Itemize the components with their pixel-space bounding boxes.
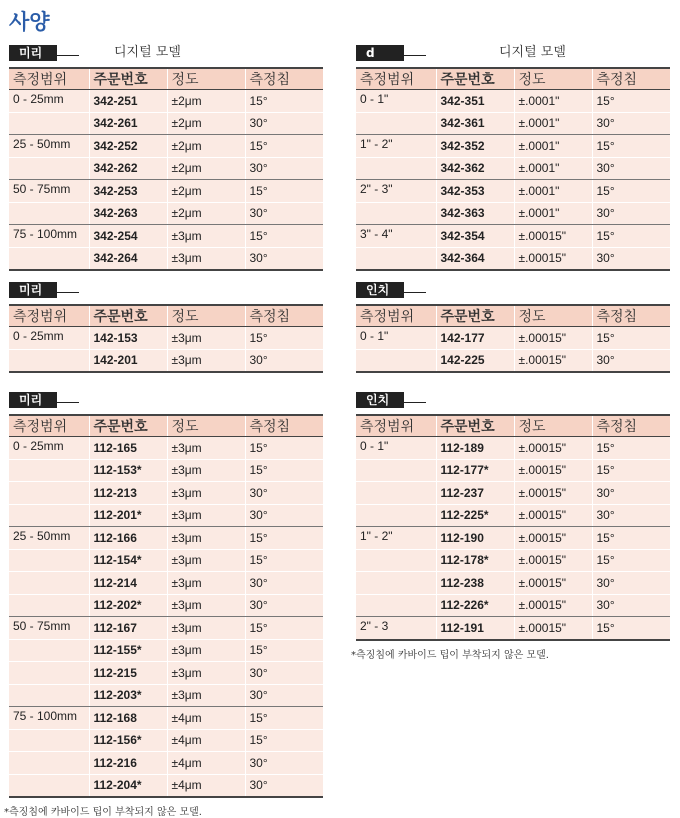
header-accuracy: 정도 — [514, 68, 592, 90]
range-cell — [356, 572, 436, 595]
table-row — [356, 527, 670, 550]
tip-angle-cell: 15° — [245, 437, 323, 460]
header-accuracy: 정도 — [514, 305, 592, 327]
tip-angle-cell: 15° — [592, 549, 670, 572]
header-row — [356, 68, 670, 90]
table-row — [9, 157, 323, 180]
accuracy-cell: ±3μm — [167, 527, 245, 550]
header-range: 측정범위 — [9, 415, 89, 437]
accuracy-cell: ±4μm — [167, 752, 245, 775]
accuracy-cell: ±.0001" — [514, 202, 592, 225]
table-row — [9, 90, 323, 113]
accuracy-cell: ±4μm — [167, 774, 245, 797]
spec-block — [4, 389, 323, 818]
order-number-cell: 342-263 — [89, 202, 167, 225]
order-number-cell: 112-155* — [89, 639, 167, 662]
accuracy-cell: ±2μm — [167, 180, 245, 203]
tip-angle-cell: 30° — [245, 112, 323, 135]
header-row — [356, 415, 670, 437]
table-row — [9, 707, 323, 730]
range-cell: 0 - 1" — [356, 327, 436, 350]
unit-tag: 미리 — [9, 45, 57, 61]
table-row — [9, 594, 323, 617]
accuracy-cell: ±3μm — [167, 572, 245, 595]
accuracy-cell: ±2μm — [167, 202, 245, 225]
tip-angle-cell: 15° — [245, 135, 323, 158]
order-number-cell: 112-153* — [89, 459, 167, 482]
tip-angle-cell: 15° — [592, 617, 670, 640]
tip-angle-cell: 30° — [592, 482, 670, 505]
accuracy-cell: ±.00015" — [514, 327, 592, 350]
table-row — [9, 247, 323, 270]
table-row — [9, 135, 323, 158]
header-order-number: 주문번호 — [89, 68, 167, 90]
unit-tag: 미리 — [9, 392, 57, 408]
accuracy-cell: ±.00015" — [514, 617, 592, 640]
accuracy-cell: ±.00015" — [514, 225, 592, 248]
range-cell: 2" - 3 — [356, 617, 436, 640]
accuracy-cell: ±3μm — [167, 684, 245, 707]
tip-angle-cell: 15° — [592, 437, 670, 460]
accuracy-cell: ±.0001" — [514, 157, 592, 180]
spec-table — [9, 414, 323, 798]
unit-tag: 인치 — [356, 282, 404, 298]
range-cell: 0 - 1" — [356, 437, 436, 460]
accuracy-cell: ±.00015" — [514, 482, 592, 505]
range-cell: 25 - 50mm — [9, 527, 89, 550]
tip-angle-cell: 15° — [245, 549, 323, 572]
tip-angle-cell: 15° — [592, 135, 670, 158]
table-row — [9, 459, 323, 482]
range-cell: 3" - 4" — [356, 225, 436, 248]
tip-angle-cell: 30° — [592, 504, 670, 527]
tip-angle-cell: 30° — [592, 349, 670, 372]
accuracy-cell: ±3μm — [167, 549, 245, 572]
header-order-number: 주문번호 — [89, 305, 167, 327]
order-number-cell: 112-177* — [436, 459, 514, 482]
spec-table — [356, 304, 670, 373]
tip-angle-cell: 15° — [245, 617, 323, 640]
spec-table — [356, 414, 670, 641]
table-row — [356, 549, 670, 572]
accuracy-cell: ±3μm — [167, 639, 245, 662]
range-cell: 2" - 3" — [356, 180, 436, 203]
order-number-cell: 112-204* — [89, 774, 167, 797]
range-cell: 0 - 1" — [356, 90, 436, 113]
tip-angle-cell: 15° — [592, 459, 670, 482]
table-row — [9, 549, 323, 572]
table-row — [356, 180, 670, 203]
range-cell — [9, 349, 89, 372]
unit-tag-underline — [404, 55, 426, 56]
header-order-number: 주문번호 — [436, 305, 514, 327]
accuracy-cell: ±3μm — [167, 662, 245, 685]
range-cell — [9, 504, 89, 527]
table-row — [356, 572, 670, 595]
order-number-cell: 342-262 — [89, 157, 167, 180]
spec-block — [351, 389, 670, 661]
range-cell: 1" - 2" — [356, 527, 436, 550]
range-cell — [9, 594, 89, 617]
table-row — [356, 437, 670, 460]
table-row — [9, 684, 323, 707]
accuracy-cell: ±3μm — [167, 247, 245, 270]
order-number-cell: 342-364 — [436, 247, 514, 270]
order-number-cell: 342-253 — [89, 180, 167, 203]
order-number-cell: 342-351 — [436, 90, 514, 113]
tip-angle-cell: 15° — [245, 327, 323, 350]
accuracy-cell: ±3μm — [167, 349, 245, 372]
order-number-cell: 342-361 — [436, 112, 514, 135]
table-row — [9, 662, 323, 685]
order-number-cell: 342-252 — [89, 135, 167, 158]
accuracy-cell: ±4μm — [167, 729, 245, 752]
tip-angle-cell: 30° — [592, 112, 670, 135]
header-accuracy: 정도 — [514, 415, 592, 437]
spec-table — [9, 67, 323, 271]
unit-tag: d — [356, 45, 404, 61]
range-cell — [9, 572, 89, 595]
accuracy-cell: ±2μm — [167, 157, 245, 180]
table-row — [356, 157, 670, 180]
accuracy-cell: ±3μm — [167, 482, 245, 505]
order-number-cell: 112-189 — [436, 437, 514, 460]
unit-tag-underline — [404, 402, 426, 403]
tip-angle-cell: 30° — [592, 157, 670, 180]
accuracy-cell: ±.00015" — [514, 437, 592, 460]
tip-angle-cell: 30° — [245, 202, 323, 225]
tip-angle-cell: 30° — [245, 247, 323, 270]
range-cell — [356, 594, 436, 617]
range-cell: 0 - 25mm — [9, 437, 89, 460]
order-number-cell: 112-190 — [436, 527, 514, 550]
accuracy-cell: ±3μm — [167, 327, 245, 350]
accuracy-cell: ±.00015" — [514, 572, 592, 595]
tip-angle-cell: 15° — [592, 90, 670, 113]
range-cell: 25 - 50mm — [9, 135, 89, 158]
table-row — [356, 349, 670, 372]
table-row — [356, 247, 670, 270]
header-accuracy: 정도 — [167, 68, 245, 90]
header-tip: 측정침 — [592, 305, 670, 327]
accuracy-cell: ±.0001" — [514, 90, 592, 113]
table-row — [9, 752, 323, 775]
order-number-cell: 142-177 — [436, 327, 514, 350]
table-row — [356, 594, 670, 617]
order-number-cell: 112-238 — [436, 572, 514, 595]
table-row — [356, 202, 670, 225]
table-row — [9, 180, 323, 203]
order-number-cell: 342-261 — [89, 112, 167, 135]
accuracy-cell: ±4μm — [167, 707, 245, 730]
range-cell — [9, 247, 89, 270]
tip-angle-cell: 30° — [592, 594, 670, 617]
range-cell — [9, 157, 89, 180]
header-accuracy: 정도 — [167, 305, 245, 327]
header-tip: 측정침 — [592, 415, 670, 437]
accuracy-cell: ±3μm — [167, 617, 245, 640]
table-row — [9, 639, 323, 662]
header-range: 측정범위 — [9, 305, 89, 327]
order-number-cell: 342-352 — [436, 135, 514, 158]
order-number-cell: 142-225 — [436, 349, 514, 372]
tip-angle-cell: 15° — [592, 527, 670, 550]
tip-angle-cell: 30° — [245, 774, 323, 797]
footnote: *측징침에 카바이드 팁이 부착되지 않은 모델. — [4, 807, 202, 818]
header-tip: 측정침 — [245, 415, 323, 437]
range-cell: 0 - 25mm — [9, 90, 89, 113]
range-cell: 50 - 75mm — [9, 180, 89, 203]
accuracy-cell: ±.00015" — [514, 349, 592, 372]
range-cell: 1" - 2" — [356, 135, 436, 158]
footnote: *측징침에 카바이드 팁이 부착되지 않은 모델. — [351, 649, 549, 661]
order-number-cell: 112-202* — [89, 594, 167, 617]
order-number-cell: 342-363 — [436, 202, 514, 225]
range-cell — [9, 112, 89, 135]
table-row — [9, 202, 323, 225]
spec-block — [9, 279, 323, 373]
spec-block — [356, 42, 670, 271]
tip-angle-cell: 15° — [245, 639, 323, 662]
page-title: 사양 — [9, 10, 50, 34]
order-number-cell: 112-226* — [436, 594, 514, 617]
tip-angle-cell: 30° — [592, 247, 670, 270]
order-number-cell: 112-166 — [89, 527, 167, 550]
unit-tag-underline — [57, 292, 79, 293]
header-tip: 측정침 — [245, 305, 323, 327]
tip-angle-cell: 30° — [245, 752, 323, 775]
tip-angle-cell: 15° — [245, 459, 323, 482]
order-number-cell: 342-353 — [436, 180, 514, 203]
table-row — [356, 482, 670, 505]
range-cell — [356, 157, 436, 180]
unit-tag: 미리 — [9, 282, 57, 298]
range-cell: 0 - 25mm — [9, 327, 89, 350]
header-row — [9, 415, 323, 437]
accuracy-cell: ±2μm — [167, 112, 245, 135]
table-row — [9, 225, 323, 248]
header-row — [356, 305, 670, 327]
range-cell — [356, 482, 436, 505]
order-number-cell: 112-191 — [436, 617, 514, 640]
range-cell: 75 - 100mm — [9, 225, 89, 248]
accuracy-cell: ±.0001" — [514, 135, 592, 158]
tip-angle-cell: 15° — [245, 707, 323, 730]
accuracy-cell: ±3μm — [167, 225, 245, 248]
order-number-cell: 112-156* — [89, 729, 167, 752]
header-range: 측정범위 — [356, 305, 436, 327]
unit-tag-underline — [57, 402, 79, 403]
order-number-cell: 112-154* — [89, 549, 167, 572]
range-cell — [9, 202, 89, 225]
accuracy-cell: ±3μm — [167, 504, 245, 527]
range-cell — [9, 752, 89, 775]
order-number-cell: 342-254 — [89, 225, 167, 248]
order-number-cell: 342-251 — [89, 90, 167, 113]
range-cell — [9, 729, 89, 752]
header-tip: 측정침 — [592, 68, 670, 90]
order-number-cell: 112-201* — [89, 504, 167, 527]
table-row — [9, 617, 323, 640]
order-number-cell: 112-165 — [89, 437, 167, 460]
tip-angle-cell: 30° — [245, 572, 323, 595]
range-cell — [9, 482, 89, 505]
header-row — [9, 68, 323, 90]
accuracy-cell: ±3μm — [167, 594, 245, 617]
order-number-cell: 112-167 — [89, 617, 167, 640]
table-row — [9, 437, 323, 460]
unit-tag: 인치 — [356, 392, 404, 408]
table-row — [9, 112, 323, 135]
accuracy-cell: ±.00015" — [514, 594, 592, 617]
range-cell — [356, 349, 436, 372]
tip-angle-cell: 30° — [592, 572, 670, 595]
accuracy-cell: ±.00015" — [514, 549, 592, 572]
order-number-cell: 112-178* — [436, 549, 514, 572]
tip-angle-cell: 30° — [245, 349, 323, 372]
range-cell — [356, 247, 436, 270]
table-row — [356, 327, 670, 350]
tip-angle-cell: 30° — [245, 684, 323, 707]
order-number-cell: 112-168 — [89, 707, 167, 730]
range-cell — [356, 202, 436, 225]
range-cell — [9, 549, 89, 572]
tip-angle-cell: 30° — [245, 157, 323, 180]
spec-table — [9, 304, 323, 373]
header-order-number: 주문번호 — [436, 415, 514, 437]
order-number-cell: 112-215 — [89, 662, 167, 685]
table-row — [9, 349, 323, 372]
table-row — [9, 527, 323, 550]
table-row — [9, 729, 323, 752]
order-number-cell: 112-237 — [436, 482, 514, 505]
tip-angle-cell: 30° — [245, 662, 323, 685]
table-row — [9, 327, 323, 350]
accuracy-cell: ±.0001" — [514, 112, 592, 135]
unit-tag-underline — [404, 292, 426, 293]
order-number-cell: 342-354 — [436, 225, 514, 248]
table-row — [9, 482, 323, 505]
header-range: 측정범위 — [9, 68, 89, 90]
unit-tag-underline — [57, 55, 79, 56]
table-row — [9, 572, 323, 595]
order-number-cell: 112-225* — [436, 504, 514, 527]
accuracy-cell: ±2μm — [167, 90, 245, 113]
tip-angle-cell: 15° — [592, 180, 670, 203]
spec-table — [356, 67, 670, 271]
spec-block — [9, 42, 323, 271]
order-number-cell: 112-214 — [89, 572, 167, 595]
range-cell — [356, 549, 436, 572]
tip-angle-cell: 15° — [245, 90, 323, 113]
header-order-number: 주문번호 — [436, 68, 514, 90]
order-number-cell: 142-201 — [89, 349, 167, 372]
table-row — [356, 504, 670, 527]
table-row — [356, 459, 670, 482]
accuracy-cell: ±3μm — [167, 459, 245, 482]
accuracy-cell: ±.00015" — [514, 459, 592, 482]
tip-angle-cell: 15° — [245, 729, 323, 752]
order-number-cell: 112-216 — [89, 752, 167, 775]
table-row — [356, 112, 670, 135]
order-number-cell: 342-362 — [436, 157, 514, 180]
accuracy-cell: ±3μm — [167, 437, 245, 460]
accuracy-cell: ±.00015" — [514, 247, 592, 270]
range-cell: 75 - 100mm — [9, 707, 89, 730]
tip-angle-cell: 30° — [245, 482, 323, 505]
order-number-cell: 112-213 — [89, 482, 167, 505]
range-cell — [9, 684, 89, 707]
accuracy-cell: ±2μm — [167, 135, 245, 158]
range-cell — [9, 639, 89, 662]
table-row — [356, 90, 670, 113]
tip-angle-cell: 15° — [245, 225, 323, 248]
header-range: 측정범위 — [356, 415, 436, 437]
table-row — [9, 504, 323, 527]
header-order-number: 주문번호 — [89, 415, 167, 437]
order-number-cell: 112-203* — [89, 684, 167, 707]
accuracy-cell: ±.0001" — [514, 180, 592, 203]
tip-angle-cell: 30° — [592, 202, 670, 225]
order-number-cell: 342-264 — [89, 247, 167, 270]
tip-angle-cell: 30° — [245, 504, 323, 527]
table-row — [356, 225, 670, 248]
range-cell — [9, 459, 89, 482]
tip-angle-cell: 15° — [245, 180, 323, 203]
accuracy-cell: ±.00015" — [514, 527, 592, 550]
header-tip: 측정침 — [245, 68, 323, 90]
accuracy-cell: ±.00015" — [514, 504, 592, 527]
spec-block — [356, 279, 670, 373]
range-cell: 50 - 75mm — [9, 617, 89, 640]
model-subtitle: 디지털 모델 — [114, 45, 181, 60]
tip-angle-cell: 30° — [245, 594, 323, 617]
tip-angle-cell: 15° — [245, 527, 323, 550]
header-range: 측정범위 — [356, 68, 436, 90]
order-number-cell: 142-153 — [89, 327, 167, 350]
range-cell — [356, 459, 436, 482]
tip-angle-cell: 15° — [592, 327, 670, 350]
header-row — [9, 305, 323, 327]
table-row — [356, 135, 670, 158]
range-cell — [9, 662, 89, 685]
tip-angle-cell: 15° — [592, 225, 670, 248]
table-row — [356, 617, 670, 640]
range-cell — [356, 504, 436, 527]
header-accuracy: 정도 — [167, 415, 245, 437]
range-cell — [356, 112, 436, 135]
model-subtitle: 디지털 모델 — [499, 45, 566, 60]
